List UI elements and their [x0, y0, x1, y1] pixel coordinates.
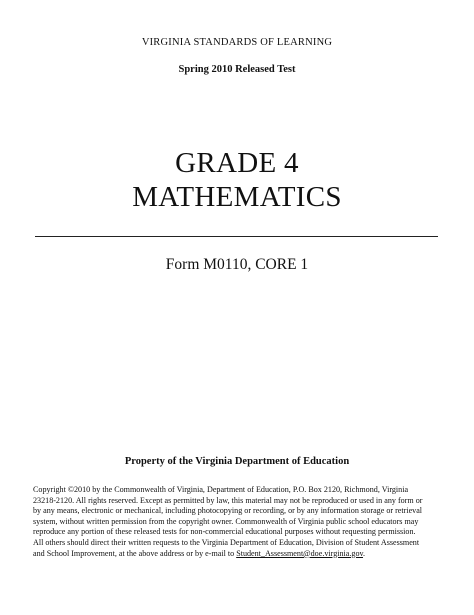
copyright-line: All others should direct their written requests to the Virginia Department of Education, Division of Student Assessment [33, 537, 420, 547]
copyright-line: 23218-2120. All rights reserved. Except as permitted by law, this material may not be reproduced or used in any form or [33, 495, 423, 505]
property-statement: Property of the Virginia Department of Education [124, 456, 350, 467]
copyright-line: by any means, electronic or mechanical, including photocopying or recording, or by any information storage or retrieval [33, 506, 423, 516]
copyright-line-suffix: . [363, 548, 366, 558]
copyright-notice [33, 485, 443, 559]
copyright-line: Copyright ©2010 by the Commonwealth of Virginia, Department of Education, P.O. Box 2120, Richmond, Virginia [33, 485, 409, 494]
copyright-line-prefix: and School Improvement, at the above address or by e-mail to [33, 548, 237, 558]
release-label: Spring 2010 Released Test [178, 64, 296, 75]
copyright-line-last [33, 549, 443, 560]
form-identifier: Form M0110, CORE 1 [165, 256, 309, 273]
program-name: VIRGINIA STANDARDS OF LEARNING [141, 37, 333, 48]
subject-title: MATHEMATICS [132, 181, 342, 213]
copyright-line: system, without written permission from the copyright owner. Commonwealth of Virginia public school educators may [33, 516, 419, 526]
page-title [0, 146, 474, 214]
copyright-line: reproduce any portion of these released tests for non-commercial educational purposes without requesting permission. [33, 527, 416, 537]
title-divider [35, 236, 438, 237]
grade-title: GRADE 4 [175, 147, 299, 179]
email-link[interactable]: Student_Assessment@doe.virginia.gov [236, 548, 364, 558]
